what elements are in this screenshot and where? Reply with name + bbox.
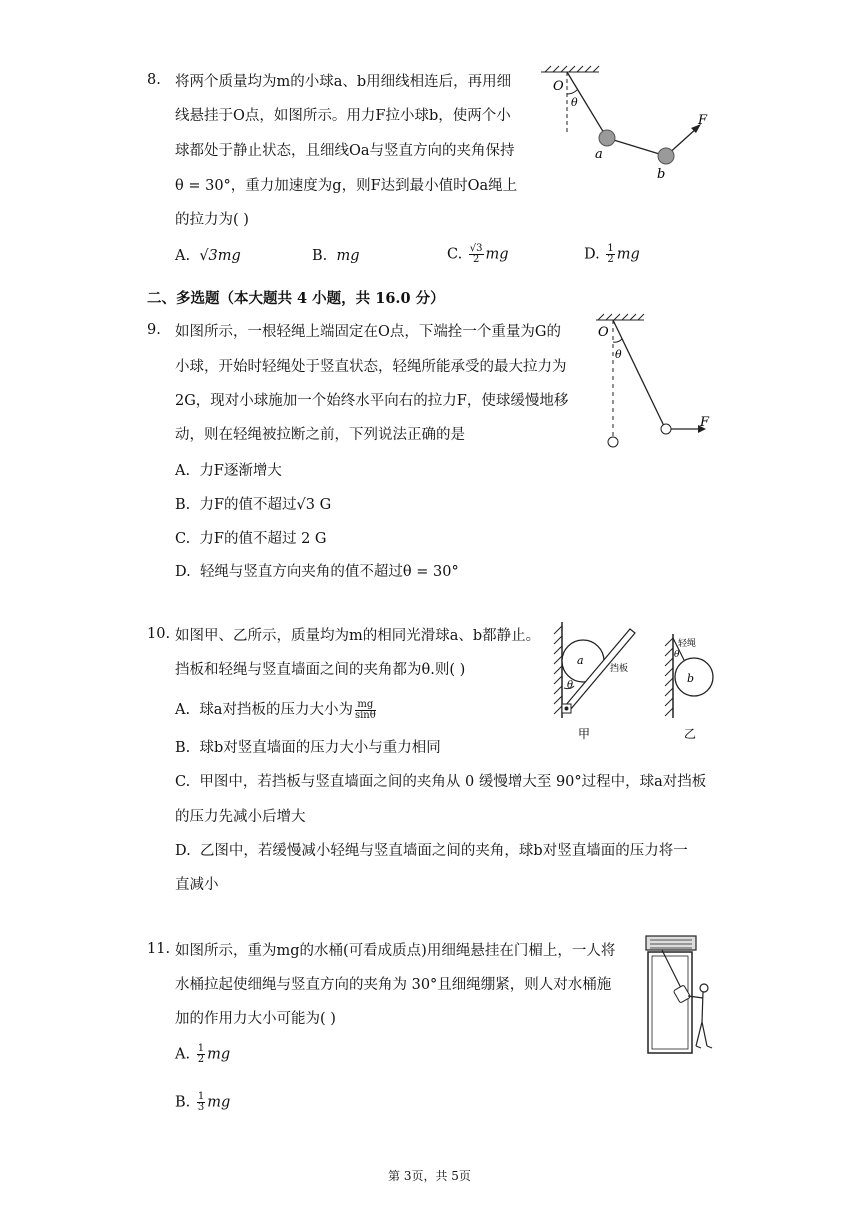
q11-option-a-fraction — [197, 1044, 205, 1065]
q10-figure — [548, 620, 720, 745]
label-theta-2: θ — [674, 650, 680, 660]
section-2-heading: 二、多选题（本大题共 4 小题，共 16.0 分） — [147, 290, 445, 307]
q10-option-a-fraction — [355, 700, 376, 721]
label-theta: θ — [567, 680, 574, 691]
q8-option-d-label: D. — [584, 246, 600, 263]
q8-option-c-text: mg — [485, 246, 509, 263]
q8-option-a-text: √3mg — [199, 248, 241, 264]
ball-b — [658, 148, 674, 164]
question-9-line-2: 小球，开始时轻绳处于竖直状态，轻绳所能承受的最大拉力为 — [175, 359, 567, 375]
q10-option-b-text: 球b对竖直墙面的压力大小与重力相同 — [199, 740, 441, 756]
q8-option-a-label: A. — [175, 248, 191, 264]
q10-option-a[interactable] — [175, 698, 378, 721]
question-9-line-1: 如图所示，一根轻绳上端固定在O点，下端拴一个重量为G的 — [175, 324, 561, 340]
label-yi: 乙 — [684, 727, 697, 741]
label-jia: 甲 — [578, 727, 591, 741]
q8-option-b-label: B. — [312, 248, 328, 264]
angle-arc — [613, 339, 622, 342]
question-11-number: 11. — [147, 941, 171, 957]
ball-a — [599, 130, 615, 146]
question-10-number: 10. — [147, 626, 171, 642]
q10-option-a-label: A. — [175, 702, 191, 718]
q10-option-d-line-2: 直减小 — [175, 877, 219, 893]
q10-option-a-text: 球a对挡板的压力大小为 — [199, 702, 353, 718]
question-9-number: 9. — [147, 322, 161, 338]
angle-arc — [567, 90, 577, 94]
q8-option-d[interactable] — [584, 244, 640, 265]
ceiling-hatch — [596, 314, 644, 320]
q10-option-c-label: C. — [175, 774, 191, 790]
fraction-denominator: sinθ — [354, 709, 376, 721]
question-8-line-4: θ = 30°，重力加速度为g，则F达到最小值时Oa绳上 — [175, 178, 518, 194]
label-f: F — [700, 415, 710, 430]
fraction-numerator: mg — [355, 700, 376, 711]
fraction-denominator: 3 — [197, 1102, 205, 1113]
string-ab — [607, 138, 666, 156]
q11-figure — [644, 932, 724, 1057]
q8-option-d-fraction — [606, 244, 614, 265]
label-a: a — [595, 147, 603, 162]
q11-option-b-label: B. — [175, 1094, 191, 1111]
q11-option-a-label: A. — [175, 1046, 191, 1063]
q8-option-c[interactable] — [447, 244, 509, 265]
q8-option-c-fraction — [469, 244, 484, 265]
q8-option-c-label: C. — [447, 246, 463, 263]
q9-option-a-label: A. — [175, 463, 191, 479]
jia-figure — [554, 622, 635, 741]
q9-option-c-text: 力F的值不超过 2 G — [199, 531, 327, 547]
q10-option-d-label: D. — [175, 843, 191, 859]
label-b: b — [657, 167, 666, 182]
q9-figure — [588, 312, 718, 457]
yi-figure — [665, 634, 713, 741]
q10-option-b-label: B. — [175, 740, 191, 756]
q8-option-b-text: mg — [336, 248, 360, 264]
q9-option-b-text: 力F的值不超过√3 G — [199, 497, 332, 513]
page-footer: 第 3页，共 5页 — [388, 1169, 471, 1183]
question-11-line-1: 如图所示，重为mg的水桶(可看成质点)用细绳悬挂在门楣上，一人将 — [175, 943, 616, 959]
question-8-line-1: 将两个质量均为m的小球a、b用细线相连后，再用细 — [175, 74, 512, 90]
ceiling-hatch — [541, 66, 599, 72]
q9-option-a-text: 力F逐渐增大 — [199, 463, 282, 479]
question-11-line-2: 水桶拉起使细绳与竖直方向的夹角为 30°且细绳绷紧，则人对水桶施 — [175, 977, 612, 993]
q10-option-c-line-1 — [175, 770, 706, 791]
q11-option-a-text: mg — [207, 1046, 231, 1063]
q9-option-b-label: B. — [175, 497, 191, 513]
initial-ball — [608, 437, 618, 447]
label-o: O — [598, 325, 609, 340]
question-10-line-2: 挡板和轻绳与竖直墙面之间的夹角都为θ.则( ) — [175, 662, 466, 678]
label-theta: θ — [615, 348, 622, 361]
q9-option-d-text: 轻绳与竖直方向夹角的值不超过θ = 30° — [199, 564, 459, 580]
q11-option-b-fraction — [197, 1092, 205, 1113]
fraction-denominator: 2 — [472, 254, 480, 265]
question-9-line-3: 2G，现对小球施加一个始终水平向右的拉力F，使球缓慢地移 — [175, 393, 569, 409]
fraction-denominator: 2 — [197, 1054, 205, 1065]
q10-option-c-text: 甲图中，若挡板与竖直墙面之间的夹角从 0 缓慢增大至 90°过程中，球a对挡板 — [199, 774, 707, 790]
question-9-line-4: 动，则在轻绳被拉断之前，下列说法正确的是 — [175, 427, 465, 443]
q10-option-c-line-2: 的压力先减小后增大 — [175, 809, 306, 825]
fraction-denominator: 2 — [607, 254, 614, 265]
q9-option-a[interactable] — [175, 459, 282, 480]
label-f: F — [698, 113, 708, 128]
rope — [613, 320, 664, 426]
q10-option-d-line-1 — [175, 839, 688, 860]
q11-option-a[interactable] — [175, 1044, 230, 1065]
q9-option-d-label: D. — [175, 564, 191, 580]
q10-option-b[interactable] — [175, 736, 441, 757]
ball — [661, 424, 671, 434]
fraction-numerator: 1 — [197, 1091, 205, 1102]
q8-option-b[interactable] — [312, 248, 360, 264]
question-8-number: 8. — [147, 72, 161, 88]
label-board: 挡板 — [610, 664, 629, 674]
q8-figure — [535, 64, 715, 194]
q11-option-b-text: mg — [207, 1094, 231, 1111]
fraction-numerator: 1 — [197, 1043, 205, 1054]
label-theta: θ — [571, 96, 578, 109]
q11-option-b[interactable] — [175, 1092, 230, 1113]
q8-option-d-text: mg — [616, 246, 640, 263]
question-10-line-1: 如图甲、乙所示，质量均为m的相同光滑球a、b都静止。 — [175, 628, 541, 644]
label-b: b — [687, 672, 695, 685]
fraction-numerator: 1 — [607, 243, 614, 254]
label-rope: 轻绳 — [678, 639, 697, 649]
q9-option-c[interactable] — [175, 527, 327, 548]
q9-option-c-label: C. — [175, 531, 191, 547]
fraction-numerator: √3 — [469, 243, 483, 254]
label-a: a — [577, 654, 584, 667]
question-11-line-3: 加的作用力大小可能为( ) — [175, 1011, 336, 1027]
q10-option-d-text: 乙图中，若缓慢减小轻绳与竖直墙面之间的夹角，球b对竖直墙面的压力将一 — [199, 843, 688, 859]
question-8-line-2: 线悬挂于O点，如图所示。用力F拉小球b，使两个小 — [175, 108, 511, 124]
q8-option-a[interactable] — [175, 248, 241, 264]
q9-option-d[interactable] — [175, 560, 459, 581]
question-8-line-5: 的拉力为( ) — [175, 212, 249, 228]
q9-option-b[interactable] — [175, 493, 331, 514]
label-o: O — [553, 79, 564, 94]
question-8-line-3: 球都处于静止状态，且细线Oa与竖直方向的夹角保持 — [175, 143, 515, 159]
